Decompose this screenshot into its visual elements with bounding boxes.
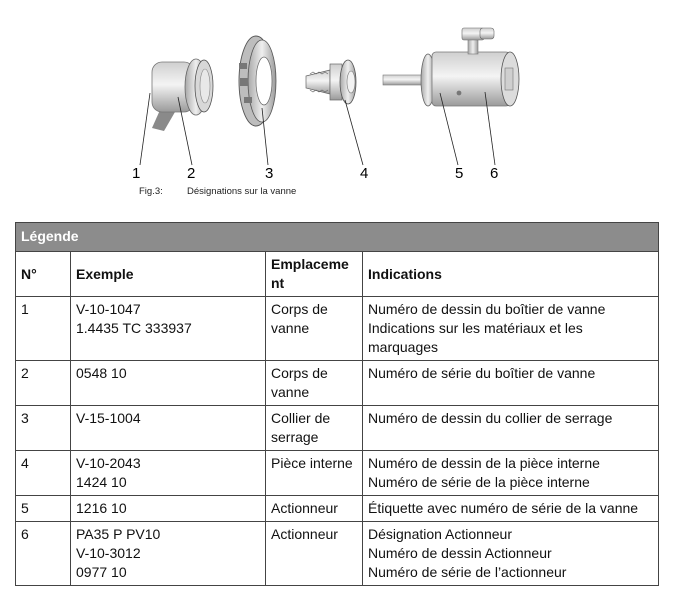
row-location: Corps de vanne: [266, 297, 363, 361]
example-line: V-10-1047: [76, 301, 141, 317]
table-row: [16, 522, 659, 586]
row-example: [71, 451, 266, 496]
figure-caption: [139, 186, 296, 197]
indication-line: Numéro de série de l’actionneur: [368, 564, 567, 580]
legend-title: Légende: [16, 223, 659, 252]
indication-line: Désignation Actionneur: [368, 526, 512, 542]
actuator-drawing: [383, 28, 519, 165]
table-row: [16, 406, 659, 451]
valve-parts-figure: [0, 0, 689, 210]
valve-body-drawing: [140, 59, 213, 165]
header-location: Emplaceme nt: [266, 252, 363, 297]
indication-line: Indications sur les matériaux et les marquages: [368, 320, 583, 355]
row-location: Pièce interne: [266, 451, 363, 496]
internal-part-drawing: [306, 60, 363, 165]
example-line: 0548 10: [76, 365, 127, 381]
row-indications: [363, 522, 659, 586]
part-number-6: 6: [490, 165, 499, 182]
indication-line: Numéro de dessin du collier de serrage: [368, 410, 613, 426]
row-location: Actionneur: [266, 522, 363, 586]
row-example: [71, 297, 266, 361]
part-number-3: 3: [265, 165, 274, 182]
part-number-4: 4: [360, 165, 369, 182]
row-number: 2: [16, 361, 71, 406]
example-line: 1.4435 TC 333937: [76, 320, 192, 336]
example-line: V-10-2043: [76, 455, 141, 471]
row-number: 3: [16, 406, 71, 451]
figure-caption-text: Désignations sur la vanne: [187, 186, 297, 197]
row-indications: [363, 361, 659, 406]
indication-line: Numéro de dessin du boîtier de vanne: [368, 301, 606, 317]
indication-line: Numéro de série de la pièce interne: [368, 474, 590, 490]
example-line: V-10-3012: [76, 545, 141, 561]
row-number: 1: [16, 297, 71, 361]
row-number: 5: [16, 496, 71, 522]
row-example: [71, 406, 266, 451]
part-number-5: 5: [455, 165, 464, 182]
row-example: [71, 361, 266, 406]
row-location: Collier de serrage: [266, 406, 363, 451]
legend-body: [16, 297, 659, 586]
figure-caption-label: Fig.3:: [139, 186, 163, 197]
indication-line: Numéro de dessin de la pièce interne: [368, 455, 600, 471]
example-line: 1424 10: [76, 474, 127, 490]
row-example: [71, 496, 266, 522]
table-row: [16, 451, 659, 496]
row-location: Corps de vanne: [266, 361, 363, 406]
header-indications: Indications: [363, 252, 659, 297]
example-line: PA35 P PV10: [76, 526, 161, 542]
row-indications: [363, 496, 659, 522]
header-example: Exemple: [71, 252, 266, 297]
indication-line: Numéro de dessin Actionneur: [368, 545, 552, 561]
row-number: 6: [16, 522, 71, 586]
row-example: [71, 522, 266, 586]
legend-table: [15, 222, 659, 586]
clamp-drawing: [239, 36, 276, 165]
indication-line: Numéro de série du boîtier de vanne: [368, 365, 596, 381]
table-header-row: [16, 252, 659, 297]
table-row: [16, 496, 659, 522]
row-indications: [363, 451, 659, 496]
example-line: 0977 10: [76, 564, 127, 580]
part-number-1: 1: [132, 165, 141, 182]
row-number: 4: [16, 451, 71, 496]
row-indications: [363, 297, 659, 361]
example-line: 1216 10: [76, 500, 127, 516]
row-indications: [363, 406, 659, 451]
table-row: [16, 361, 659, 406]
example-line: V-15-1004: [76, 410, 141, 426]
part-number-2: 2: [187, 165, 196, 182]
table-row: [16, 297, 659, 361]
indication-line: Étiquette avec numéro de série de la vanne: [368, 500, 639, 516]
header-number: N°: [16, 252, 71, 297]
row-location: Actionneur: [266, 496, 363, 522]
